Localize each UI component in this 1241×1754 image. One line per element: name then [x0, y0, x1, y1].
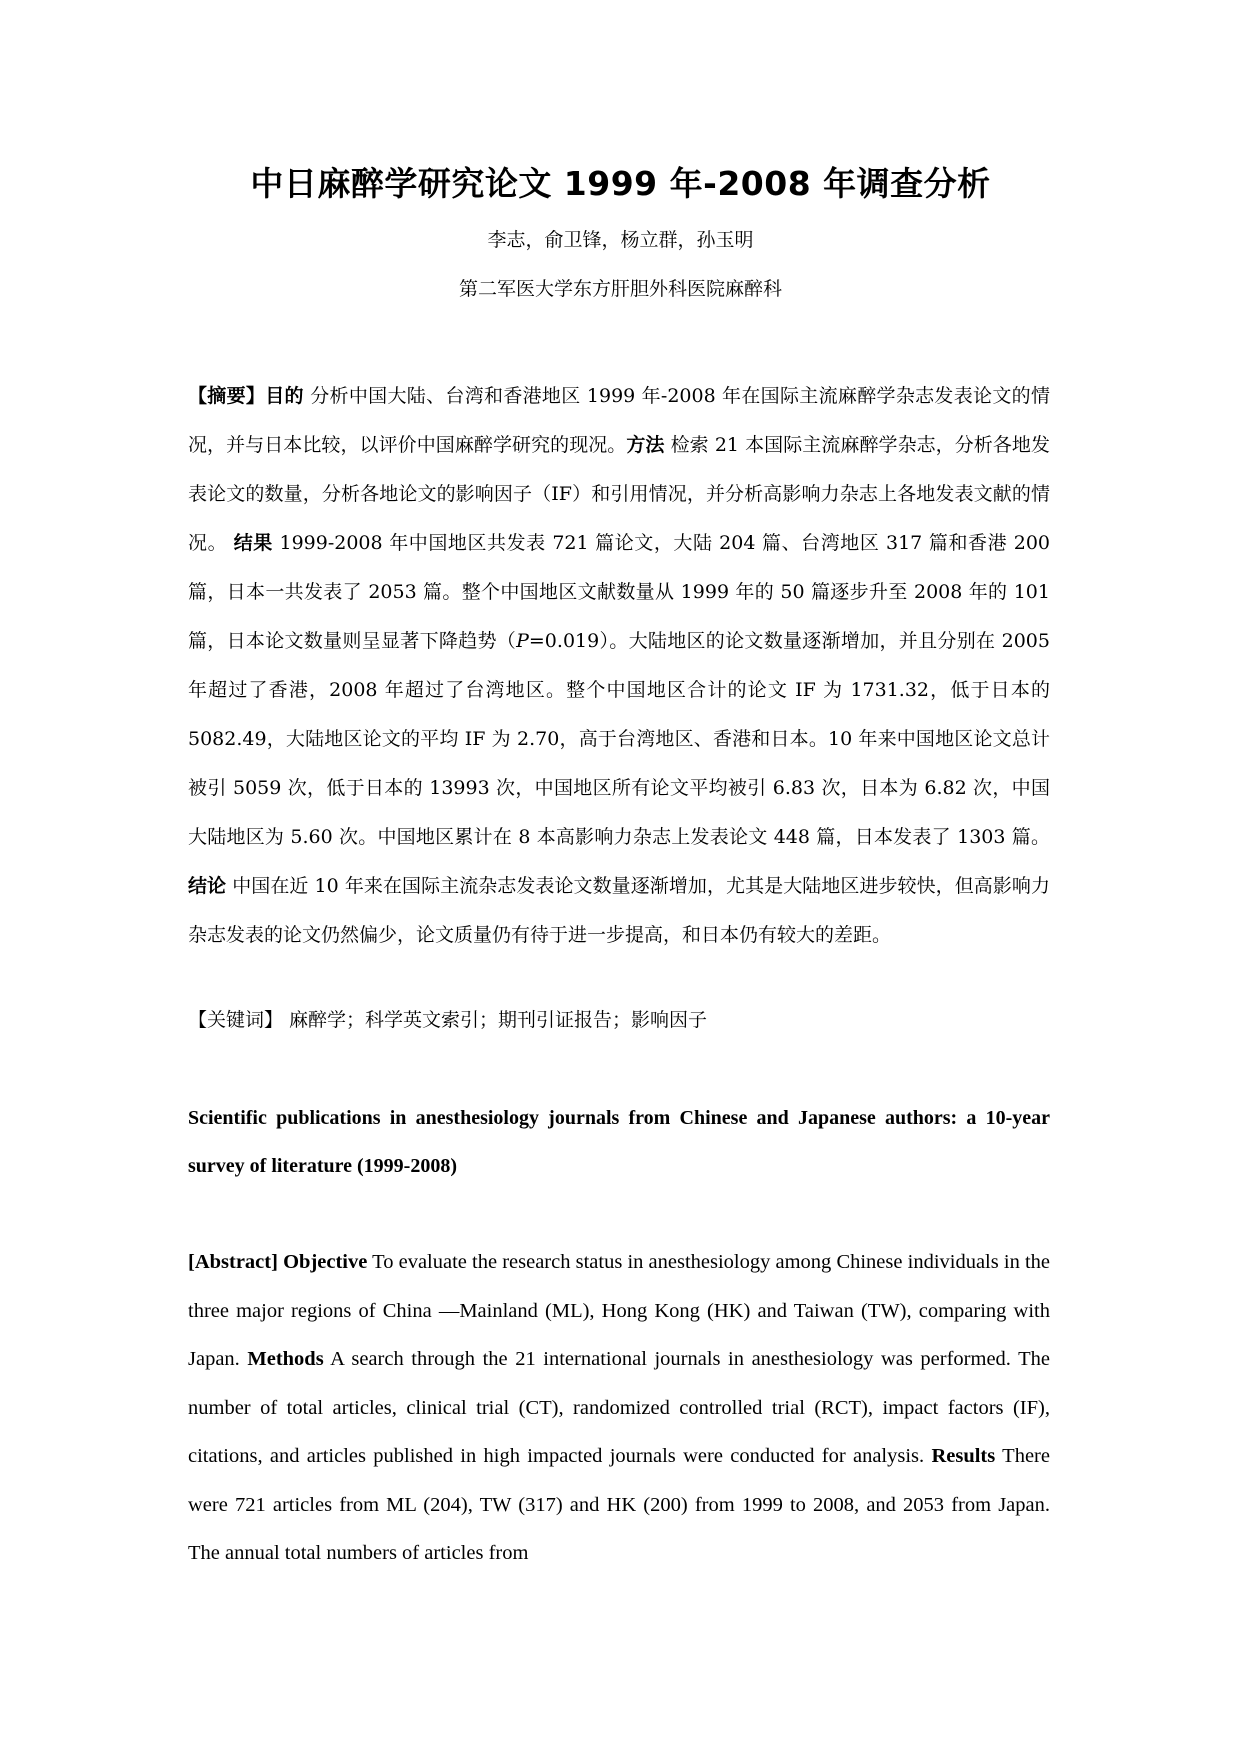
english-abstract [188, 1238, 1050, 1578]
keywords-label: 【关键词】 [188, 1009, 284, 1031]
keywords-text: 麻醉学；科学英文索引；期刊引证报告；影响因子 [283, 1009, 708, 1031]
chinese-abstract [188, 372, 1050, 960]
methods-text: 检索 21 本国际主流麻醉学杂志，分析各地发表论文的数量，分析各地论文的影响因子（IF）和引用情况，并分析高影响力杂志上各地发表文献的情况。 [188, 434, 1050, 554]
en-results-label: Results [931, 1445, 996, 1467]
en-objective-text: To evaluate the research status in anesthesiology among Chinese individuals in the three major regions of China —Mainland (ML), Hong Kong (HK) and Taiwan (TW), comparing with Japan. [188, 1251, 1050, 1370]
keywords-line [188, 996, 1050, 1045]
conclusion-text: 中国在近 10 年来在国际主流杂志发表论文数量逐渐增加，尤其是大陆地区进步较快，但高影响力杂志发表的论文仍然偏少，论文质量仍有待于进一步提高，和日本仍有较大的差距。 [188, 875, 1050, 946]
en-objective-label: Objective [283, 1251, 368, 1273]
author-list: 李志，俞卫锋，杨立群，孙玉明 [487, 229, 754, 251]
abstract-label: 【摘要】 [188, 385, 266, 407]
paper-title: 中日麻醉学研究论文 1999 年-2008 年调查分析 [250, 164, 991, 203]
methods-label: 方法 [626, 434, 665, 456]
english-title: Scientific publications in anesthesiology journals from Chinese and Japanese authors: a 10-year survey of literature (1999-2008) [188, 1107, 1050, 1177]
en-results-text: There were 721 articles from ML (204), TW (317) and HK (200) from 1999 to 2008, and 2053 from Japan. The annual total numbers of articles from [188, 1445, 1050, 1564]
results-text-part2: =0.019）。大陆地区的论文数量逐渐增加，并且分别在 2005 年超过了香港，2008 年超过了台湾地区。整个中国地区合计的论文 IF 为 1731.32，低于日本的 5082.49，大陆地区论文的平均 IF 为 2.70，高于台湾地区、香港和日本。10 年来中国地区论文总计被引 5059 次，低于日本的 13993 次，中国地区所有论文平均被引 6.83 次，日本为 6.82 次，中国大陆地区为 5.60 次。中国地区累计在 8 本高影响力杂志上发表论文 448 篇，日本发表了 1303 篇。 [188, 630, 1050, 848]
conclusion-label: 结论 [188, 875, 227, 897]
results-text-part1: 1999-2008 年中国地区共发表 721 篇论文，大陆 204 篇、台湾地区 317 篇和香港 200 篇，日本一共发表了 2053 篇。整个中国地区文献数量从 1999 年的 50 篇逐步升至 2008 年的 101 篇，日本论文数量则呈显著下降趋势（ [188, 532, 1050, 652]
objective-label: 目的 [265, 385, 304, 407]
en-methods-label: Methods [247, 1348, 324, 1370]
p-value-symbol: P [516, 630, 529, 652]
en-abstract-label: [Abstract] [188, 1251, 278, 1273]
en-methods-text: A search through the 21 international journals in anesthesiology was performed. The number of total articles, clinical trial (CT), randomized controlled trial (RCT), impact factors (IF), citations, and articles published in high impacted journals were conducted for analysis. [188, 1348, 1050, 1467]
objective-text: 分析中国大陆、台湾和香港地区 1999 年-2008 年在国际主流麻醉学杂志发表论文的情况，并与日本比较，以评价中国麻醉学研究的现况。 [188, 385, 1050, 456]
affiliation: 第二军医大学东方肝胆外科医院麻醉科 [458, 278, 782, 300]
results-label: 结果 [233, 532, 273, 554]
